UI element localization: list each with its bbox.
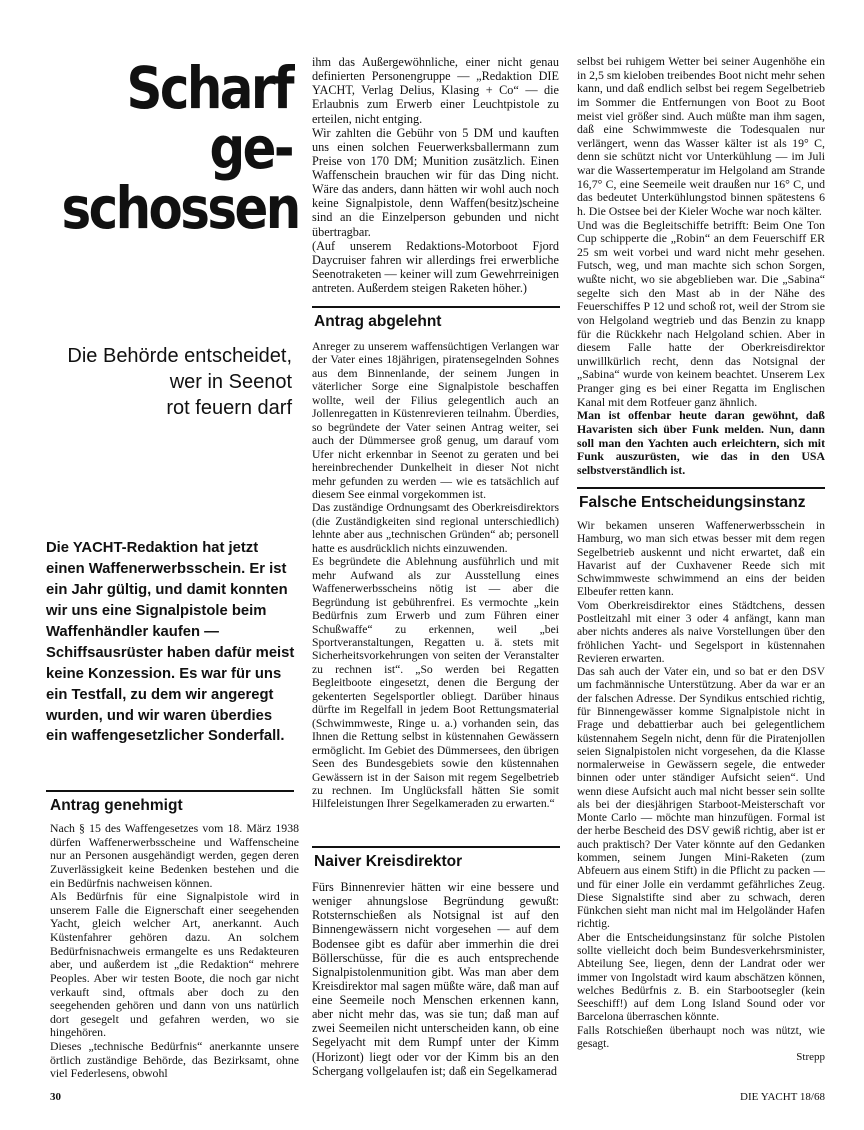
- column-1-text: [50, 822, 299, 1081]
- subheadline-line-3: rot feuern darf: [166, 397, 292, 419]
- paragraph: Es begründete die Ablehnung ausführlich und mit mehr Aufwand als zur Ausstellung eines Waffenerwerbsscheins nötig ist — aber die Begründung ist gebührenfrei. Es vermochte „kein Bedürfnis zum Erwerb und zum Führen einer Schußwaffe“ zu erkennen, weil „bei Sportveranstaltungen, Regatten u. ä. stets mit Sicherheitsvorkehrungen von seiten der Veranstalter zu rechnen ist“. „So werden bei Regatten Begleitboote eingesetzt, denen die Bergung der gekenterten Segelsportler obliegt. Darüber hinaus dürfte im Regelfall in jedem Boot Rettungsmaterial (Schwimmweste, Ringe u. a.) vorhanden sein, das Ihnen die Rettung selbst in küstennahen Gewässern ermöglicht. Im Gebiet des Dümmersees, den übrigen Seen des Bundesgebiets sowie den küstennahen Gewässern ist in der Saison mit regem Segelbetrieb zu rechnen. Im Unglücksfall hätten Sie somit Hilfeleistungen Ihrer Segelkameraden zu erwarten.“: [312, 555, 559, 811]
- paragraph: Nach § 15 des Waffengesetzes vom 18. März 1938 dürfen Waffenerwerbsscheine und Waffenscheine nur an Personen ausgehändigt werden, gegen deren Zuverlässigkeit keine Bedenken bestehen und die ein Bedürfnis nachweisen können.: [50, 821, 299, 890]
- section-rule: [46, 790, 294, 792]
- headline: [61, 54, 299, 242]
- paragraph: Anreger zu unserem waffensüchtigen Verlangen war der Vater eines 18jährigen, piratensegelnden Sohnes aus dem Binnenlande, der seinem Jungen in väterlicher Sorge eine Signalpistole beschaffen wollte, weil der Filius gelegentlich auch an Jollenregatten in Küstenrevieren teilnahm. Überdies, so begründete der Vater seinen Antrag weiter, sei auch der Dümmersee groß genug, um darauf vom Ufer nicht erkennbar in Seenot zu geraten und bei hereinbrechender Dunkelheit in dieser Not nicht mehr gefunden zu werden — wie es tatsächlich auf diesem See einmal vorgekommen ist.: [312, 340, 559, 501]
- magazine-issue: DIE YACHT 18/68: [740, 1091, 825, 1103]
- subheadline-line-1: Die Behörde entscheidet,: [67, 345, 292, 367]
- paragraph: Vom Oberkreisdirektor eines Städtchens, dessen Postleitzahl mit einer 3 oder 4 anfängt, kann man aber nichts anderes als naive Vorstellungen über den fröhlichen Yacht- und Segelsport in küstennahen Revieren erwarten.: [577, 599, 825, 665]
- paragraph-bold: Man ist offenbar heute daran gewöhnt, daß Havaristen sich über Funk melden. Nun, dann soll man den Yachten auch erleichtern, sich mit Funk auszurüsten, wie das in den USA selbstverständlich ist.: [577, 408, 825, 477]
- paragraph: ihm das Außergewöhnliche, einer nicht genau definierten Personengruppe — „Redaktion DIE YACHT, Verlag Delius, Klasing + Co“ — die Erlaubnis zum Erwerb einer Leuchtpistole zu erteilen, nicht entging.: [312, 55, 559, 126]
- section-rule: [312, 846, 560, 848]
- section-rule: [312, 306, 560, 308]
- column-2-text: [312, 340, 559, 811]
- subheadline: [20, 343, 292, 421]
- column-3-intro: [577, 55, 825, 477]
- page-number: 30: [50, 1091, 61, 1103]
- paragraph: Als Bedürfnis für eine Signalpistole wird in unserem Falle die Eignerschaft einer seegehenden Yacht, gleich welcher Art, anerkannt. Auch Küstenfahrer gehören dazu. An solchem Bedürfnisnachweis ermangelte es uns Redakteuren aber, und außerdem ist „die Redaktion“ mehrere Peoples. Aber wir testen Boote, die noch gar nicht verkauft sind, oftmals aber doch zu den seegehenden gehören und dann von uns natürlich dort gesegelt und gefahren werden, wo sie hingehören.: [50, 889, 299, 1040]
- subheadline-line-2: wer in Seenot: [169, 371, 292, 393]
- paragraph: Dieses „technische Bedürfnis“ anerkannte unsere örtlich zuständige Behörde, das Bezirksamt, ohne viel Federlesens, obwohl: [50, 1039, 299, 1081]
- paragraph: Falls Rotschießen überhaupt noch was nützt, wie gesagt.: [577, 1024, 825, 1050]
- paragraph: Wir bekamen unseren Waffenerwerbsschein in Hamburg, wo man sich etwas besser mit dem regen Segelbetrieb auskennt und nicht erwartet, daß ein Havarist auf der Cuxhavener Reede sich mit Schwimmweste schwimmend an eins der beiden Elbeufer retten kann.: [577, 520, 825, 599]
- section-heading-genehmigt: Antrag genehmigt: [50, 797, 183, 814]
- paragraph: Das zuständige Ordnungsamt des Oberkreisdirektors (die Zuständigkeiten sind regional unterschiedlich) lehnte aber aus „technischen Gründen“ ab; personell hatte es ausdrücklich nichts einzuwenden.: [312, 501, 559, 555]
- paragraph: Aber die Entscheidungsinstanz für solche Pistolen sollte vielleicht doch beim Bundesverkehrsminister, Abteilung See, liegen, denn der Landrat oder wer immer von Ingolstadt wird kaum abschätzen können, welches Bedürfnis z. B. ein Starbootsegler (kein Seeschiff!) auf dem Long Island Sound oder vor Barcelona überraschen könnte.: [577, 931, 825, 1024]
- paragraph: Und was die Begleitschiffe betrifft: Beim One Ton Cup schipperte die „Robin“ an dem Feuerschiff ER 25 sm weit vorbei und ward nicht mehr gesehen. Futsch, weg, und man machte sich schon Sorgen, wußte nicht, wo sie abgeblieben war. Die „Sabina“ segelte sich den Mast ab in der Nähe des Feuerschiffes P 12 und schoß rot, weil der Strom sie von Helgoland wegtrieb und das Benzin zu knapp für die Rückkehr nach Helgoland schien. Aber in diesem Falle hatte der Oberkreisdirektor unwillkürlich recht, denn das Notsignal der „Sabina“ wurde von keinem beachtet. Unserem Lex Pranger ging es bei einer Regatta im Englischen Kanal mit dem Rotfeuer ganz ähnlich.: [577, 217, 825, 409]
- lead-paragraph: Die YACHT-Redaktion hat jetzt einen Waffenerwerbsschein. Er ist ein Jahr gültig, und damit konnten wir uns eine Signalpistole beim Waffenhändler kaufen — Schiffsausrüster haben dafür meist keine Konzession. Es war für uns ein Testfall, zu dem wir angeregt wurden, und wir waren überdies ein waffengesetzlicher Sonderfall.: [46, 540, 295, 745]
- author-signature: Strepp: [796, 1051, 825, 1064]
- headline-line-1: Scharf: [126, 54, 292, 122]
- section-rule: [577, 487, 825, 489]
- paragraph: Das sah auch der Vater ein, und so bat er den DSV um fachmännische Unterstützung. Aber da war er an der falschen Adresse. Der Syndikus entschied richtig, für Binnengewässer komme Signalpistole nicht in Frage und debattierbar auch bei gelegentlichem küstennahem Segeln nicht, denn für die Piratenjollen seien Signalpistolen nicht vorgesehen, da die Klasse normalerweise in Gewässern segele, die entweder binnen oder unter ständiger Aufsicht seien“. Und wenn diese Aufsicht auch mal nicht besser sein sollte als bei der diesjährigen Starboot-Meisterschaft vor Monte Carlo — möchte man hinzufügen. Formal ist der herbe Bescheid des DSV gewiß richtig, aber ist er auch praktisch? Der Vater könnte auf den Gedanken kommen, seinem Jungen Mini-Raketen (zum Abfeuern aus einem Stift) in die Pflicht zu packen — und für einer Jolle ein verdammt gefährliches Zeug. Diese Signalstifte sind aber zu schwach, deren Fünkchen sieht man nicht mal im Helgoländer Hafen richtig.: [577, 666, 825, 931]
- section-heading-falsche: Falsche Entscheidungsinstanz: [579, 494, 806, 511]
- section-heading-naiver: Naiver Kreisdirektor: [314, 853, 463, 870]
- headline-line-3: schossen: [61, 174, 299, 242]
- column-2-intro: [312, 55, 559, 295]
- headline-line-2: ge-: [209, 114, 292, 182]
- paragraph: (Auf unserem Redaktions-Motorboot Fjord Daycruiser fahren wir allerdings frei erwerbliche Seenotraketen — keiner will zum Gewehrreinigen antreten. Außerdem steigen Raketen höher.): [312, 238, 559, 295]
- section-heading-abgelehnt: Antrag abgelehnt: [314, 313, 442, 330]
- paragraph: Wir zahlten die Gebühr von 5 DM und kauften uns einen solchen Feuerwerksballermann zum Preise von 170 DM; Munition zusätzlich. Einen Waffenschein brauchen wir für das Ding nicht. Wäre das anders, dann hätten wir wohl auch noch keine Signalpistole, denn Waffen(besitz)scheine sind an die Einzelperson gebunden und nicht übertragbar.: [312, 125, 559, 239]
- paragraph: Fürs Binnenrevier hätten wir eine bessere und weniger ahnungslose Begründung gewußt: Rotsternschießen als Notsignal ist auf den Binnengewässern nicht vorgesehen — auf dem Bodensee gibt es dafür aber immerhin die drei Böllerschüsse, für die es auch entsprechende Signalpistolenmunition gibt. Was man aber dem Kreisdirektor mal sagen müßte wäre, daß man auf eine Seemeile noch Menschen erkennen kann, aber nicht mehr das, was sie tun; daß man auf zwei Seemeilen nicht unterscheiden kann, ob eine Segelyacht mit dem Rumpf unter der Kimm (Horizont) liegt oder vor der Kimm bis an den Schergang vollgelaufen ist; daß ein Segelkamerad: [312, 880, 559, 1078]
- column-3-text: [577, 520, 825, 1063]
- column-2-bottom-text: [312, 880, 559, 1078]
- paragraph: selbst bei ruhigem Wetter bei seiner Augenhöhe ein in 2,5 sm kieloben treibendes Boot nicht mehr sehen kann, und daß endlich selbst bei regem Segelbetrieb im Sommer die Entfernungen von Boot zu Boot meist viel größer sind. Auch müßte man ihm sagen, daß eine Schwimmweste die Todesqualen nur verlängert, wenn das Wasser kälter ist als 19° C, denn sie schützt nicht vor Unterkühlung — im Juli war die Wassertemperatur im Helgoland am Strande 16,7° C, eine Seemeile weit draußen nur 16° C, und das bedeutet Unterkühlungstod binnen spätestens 6 h. Die Ostsee bei der Kieler Woche war noch kälter.: [577, 54, 826, 218]
